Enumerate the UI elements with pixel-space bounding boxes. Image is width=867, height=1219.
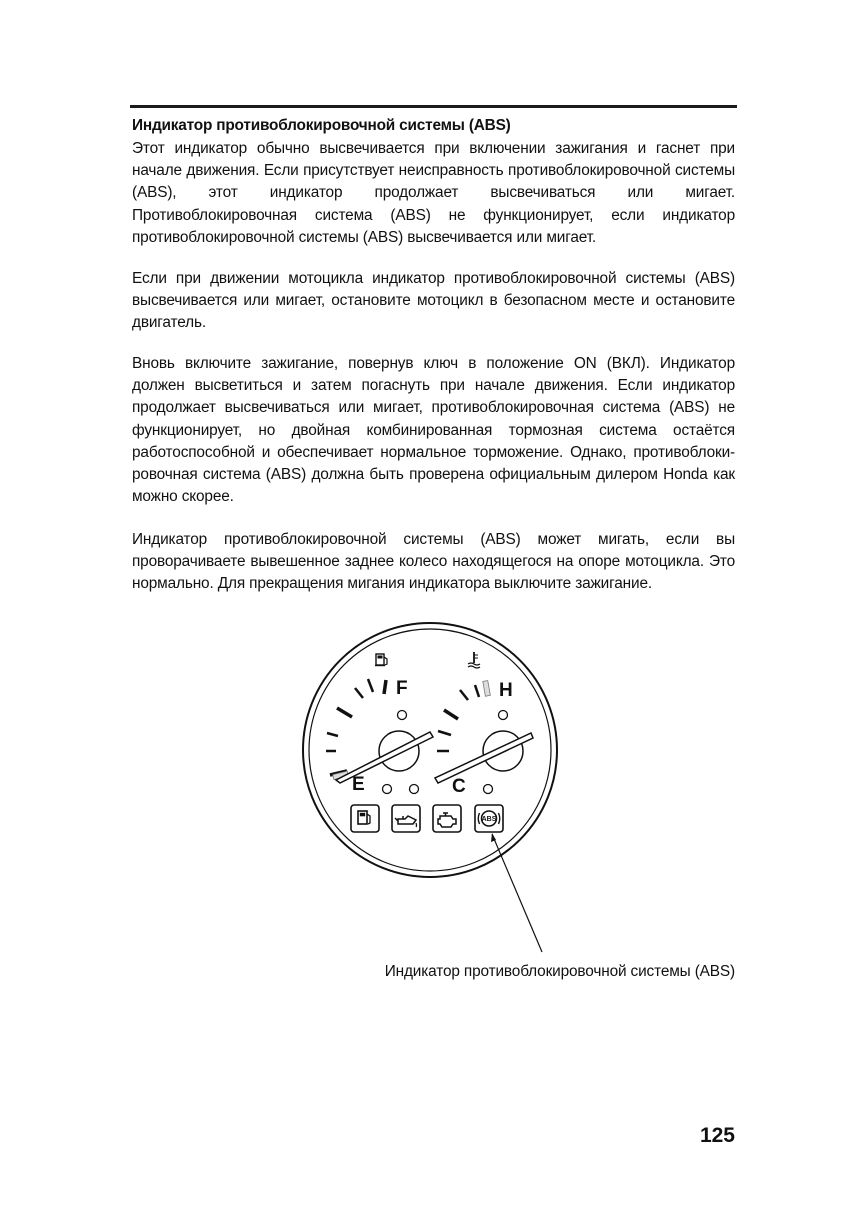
engine-check-lamp: [433, 805, 461, 832]
indicator-dot: [410, 785, 419, 794]
fuel-empty-label: E: [352, 774, 365, 795]
temperature-hot-label: H: [499, 680, 513, 701]
paragraph-3: Вновь включите зажигание, повернув ключ в положение ON (ВКЛ). Индикатор должен высветиться и затем погаснуть при начале движения. Если индикатор продолжает высвечиваться или мигает, противоблокировочная система (ABS) не функционирует, но двойная комбинированная тормозная система остаётся работоспособной и обеспечивает нормальное торможение. Однако, противоблоки-ровочная система (ABS) должна быть проверена официальным дилером Honda как можно скорее.: [132, 355, 735, 506]
figure-caption: Индикатор противоблокировочной системы (ABS): [384, 963, 735, 980]
paragraph-2: Если при движении мотоцикла индикатор противоблокировочной системы (ABS) высвечивается или мигает, остановите мотоцикл в безопасном месте и остановите двигатель.: [132, 270, 735, 332]
indicator-dot: [383, 785, 392, 794]
instrument-cluster-figure: [300, 620, 560, 960]
section-heading: Индикатор противоблокировочной системы (ABS): [132, 117, 511, 134]
caption-leader-line: [492, 834, 542, 952]
paragraph-4: Индикатор противоблокировочной системы (ABS) может мигать, если вы проворачиваете вывешенное заднее колесо находящегося на опоре мотоцикла. Это нормально. Для прекращения мигания индикатора выключите зажигание.: [132, 531, 735, 593]
paragraph-1: Этот индикатор обычно высвечивается при включении зажигания и гаснет при начале движения. Если присутствует неисправность противоблокировочной системы (ABS), этот индикатор продолжает высвечиваться или мигает. Противоблокировочная система (ABS) не функционирует, если индикатор противоблокировочной системы (ABS) высвечивается или мигает.: [132, 140, 735, 246]
indicator-dot: [499, 711, 508, 720]
fuel-full-label: F: [396, 678, 408, 699]
indicator-dot: [484, 785, 493, 794]
fuel-reserve-lamp: [351, 805, 379, 832]
indicator-dot: [398, 711, 407, 720]
temperature-cold-label: C: [452, 776, 466, 797]
section-top-rule: [130, 105, 737, 108]
instrument-cluster-illustration: [300, 620, 560, 960]
page-number: 125: [699, 1124, 735, 1147]
abs-lamp-text: ABS: [481, 816, 497, 823]
